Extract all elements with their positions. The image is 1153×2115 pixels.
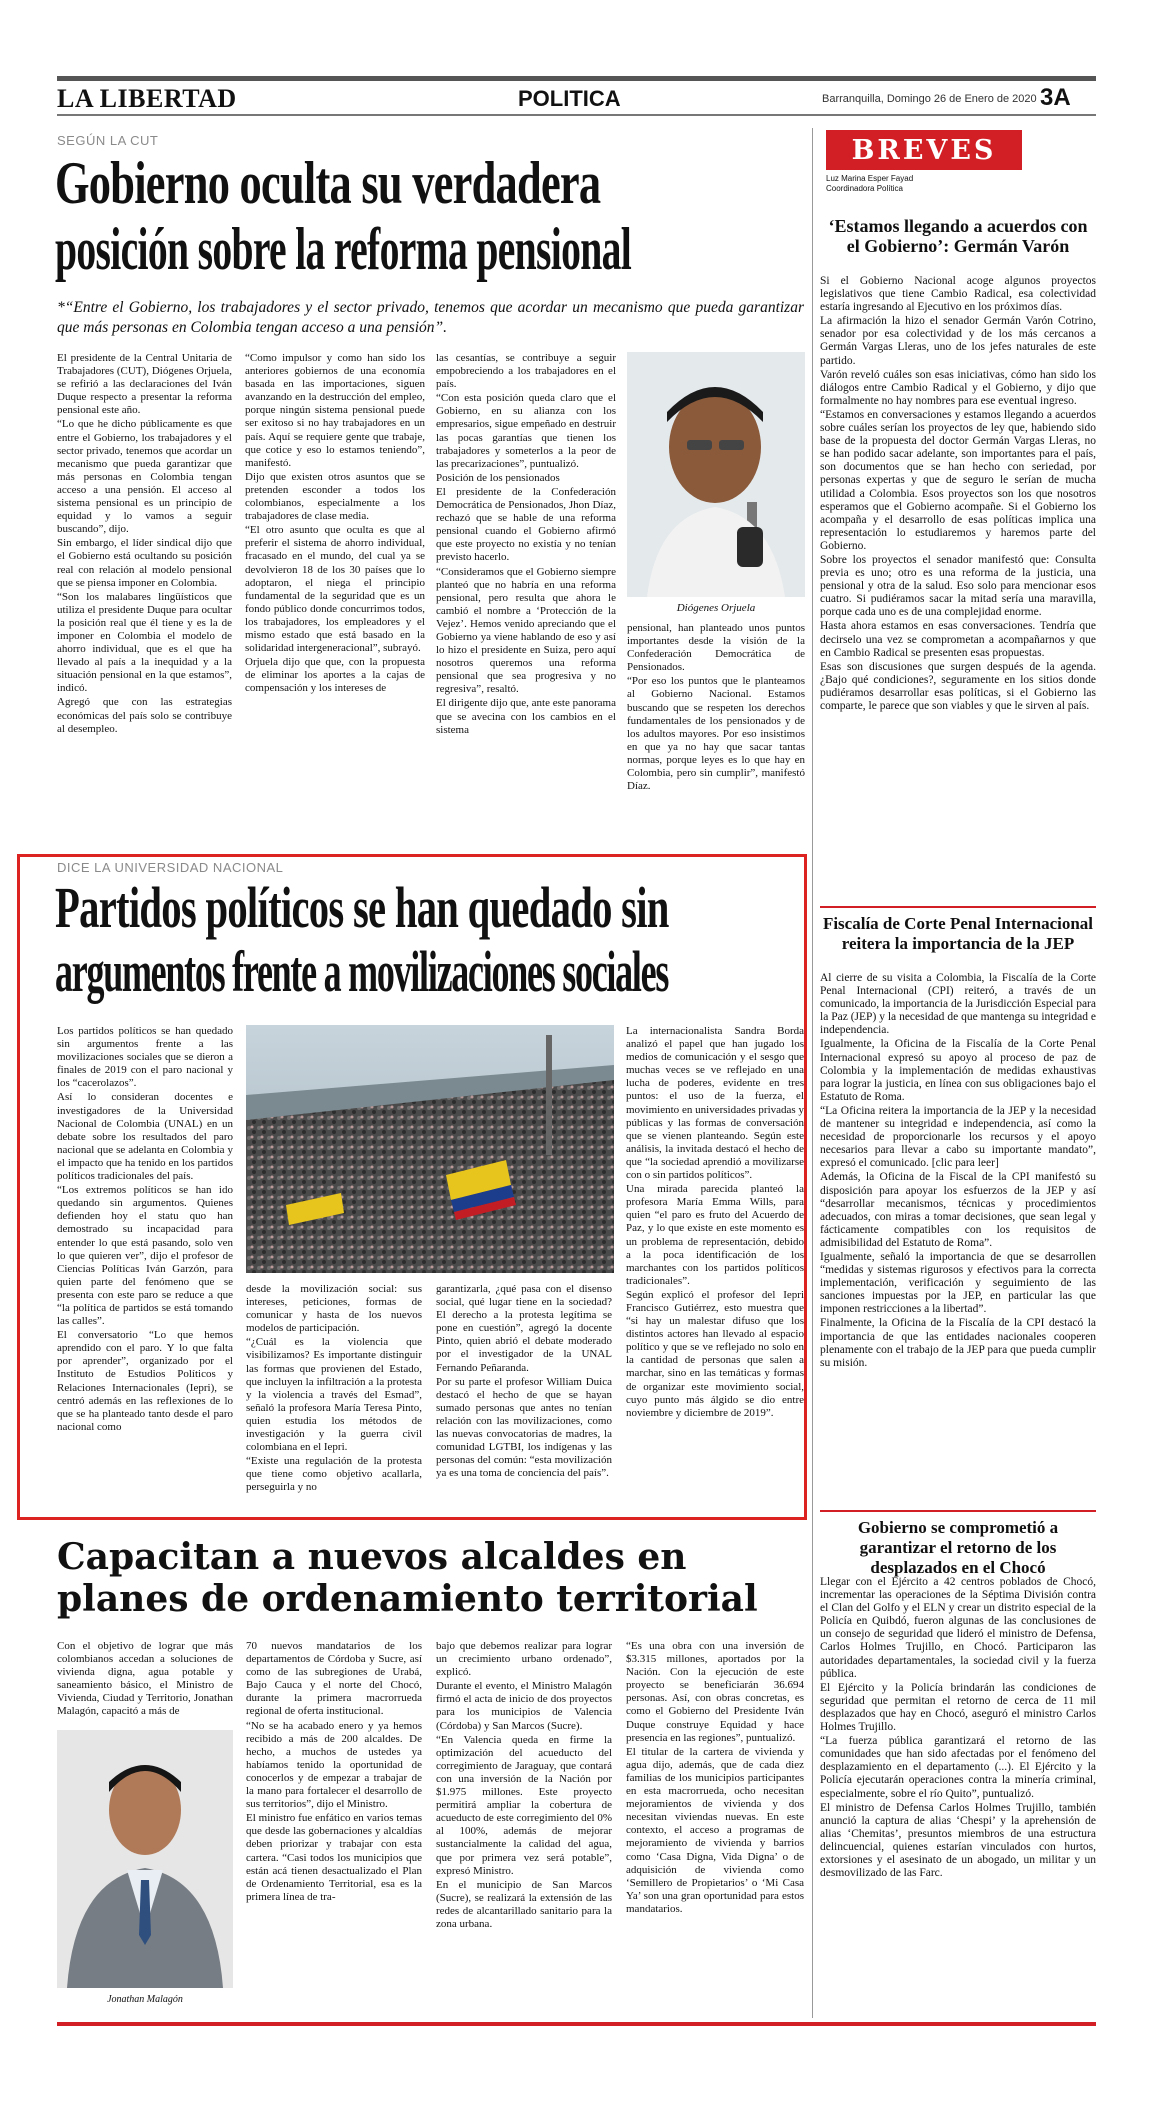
breves-author: Luz Marina Esper Fayad xyxy=(826,174,914,183)
paragraph: Al cierre de su visita a Colombia, la Fiscalía de la Corte Penal Internacional (CPI) reiteró, a través de un comunicado, la importancia de la Jurisdicción Especial para la Paz (JEP) y la necesidad de que mantenga su integridad e independencia. xyxy=(820,972,1096,1037)
article3-title-line1: Capacitan a nuevos alcaldes en xyxy=(57,1536,687,1578)
article3-col4 xyxy=(626,1640,804,2010)
paragraph: Sobre los proyectos el senador manifestó que: Consulta previa es uno; otro es una reforma de la justicia, una pensional y otra de la salud. Eso solo para mencionar esos cuatro. Si pudiéramos sacar la mitad sería una maravilla, porque cada uno es de una complejidad enorme. xyxy=(820,553,1096,619)
article3-col1 xyxy=(57,1640,233,1726)
paragraph: El presidente de la Confederación Democrática de Pensionados, Jhon Díaz, rechazó que se hable de una reforma pensional cuando el Gobierno afirmó que este proyecto no existía y no tenían previsto hacerlo. xyxy=(436,485,616,564)
article1-pullquote: *“Entre el Gobierno, los trabajadores y el sector privado, tenemos que acordar un mecanismo que pueda garantizar que más personas en Colombia tengan acceso a una pensión”. xyxy=(57,299,804,336)
header-rule xyxy=(57,114,1096,116)
brief3-body-text xyxy=(820,1576,1096,1880)
article2-photo xyxy=(246,1025,614,1273)
paragraph: “Como impulsor y como han sido los anteriores gobiernos de una economía basada en las importaciones, siguen avanzando en la destrucción del empleo, porque ningún sistema pensional puede ser exitoso si no hay trabajadores en un país. Aquí se requiere gente que trabaje, que cotice y eso lo estamos teniendo”, manifestó. xyxy=(245,352,425,469)
paragraph: “Por eso los puntos que le planteamos al Gobierno Nacional. Estamos buscando que se respeten los derechos fundamentales de los pensionados y de los adultos mayores. Por eso insistimos en que ya no hay que sacar tantas normas, porque leyes es lo que hay en Colombia, pero sin cumplir”, manifestó Díaz. xyxy=(627,675,805,793)
paragraph: La internacionalista Sandra Borda analizó el papel que han jugado los medios de comunicación y el sesgo que muchas veces se ve reflejado en una lucha de poderes, evidente en tres puntos: el uso de la fuerza, el movimiento en universidades privadas y públicas y las formas de conversación que se vienen planteando. Según este análisis, la invitada destacó el hecho de que “la sociedad aprendió a movilizarse con o sin partidos políticos”. xyxy=(626,1025,804,1182)
paragraph: Por su parte el profesor William Duica destacó el hecho de que se hayan sumado personas que antes no tenían relación con las movilizaciones, como las nuevas convocatorias de madres, la comunidad LGTBI, los indígenas y las personas del común: “esta movilización ya es una toma de conciencia del país”. xyxy=(436,1375,612,1480)
paragraph: El Ejército y la Policía brindarán las condiciones de seguridad que permitan el retorno de cerca de 11 mil desplazados que hay en Chocó, aseguró el ministro Carlos Holmes Trujillo. xyxy=(820,1681,1096,1734)
article1-col4-body xyxy=(627,622,805,793)
brief3-title: Gobierno se comprometió a garantizar el retorno de los desplazados en el Chocó xyxy=(857,1518,1059,1577)
paragraph: Con el objetivo de lograr que más colombianos accedan a soluciones de vivienda digna, agua potable y saneamiento básico, el Ministro de Vivienda, Ciudad y Territorio, Jonathan Malagón, capacitó a más de xyxy=(57,1640,233,1718)
paragraph: La afirmación la hizo el senador Germán Varón Cotrino, senador por esa colectividad y de los más cercanos a Germán Vargas Lleras, uno de los jefes naturales de este partido. xyxy=(820,315,1096,367)
brief1-body-text xyxy=(820,275,1096,713)
paragraph: las cesantías, se contribuye a seguir empobreciendo a los trabajadores en el país. xyxy=(436,352,616,391)
article3-photo xyxy=(57,1730,233,1988)
paragraph: Durante el evento, el Ministro Malagón firmó el acta de inicio de dos proyectos para los municipios de Valencia (Córdoba) y San Marcos (Sucre). xyxy=(436,1680,612,1732)
paragraph: “La fuerza pública garantizará el retorno de las comunidades que han sido afectadas por el fenómeno del desplazamiento en el departamento (...). El Ejército y la Policía ejecutarán operaciones contra la minería criminal, especialmente, sobre el río Quito”, puntualizó. xyxy=(820,1735,1096,1800)
dateline: Barranquilla, Domingo 26 de Enero de 2020 xyxy=(822,93,1037,105)
paragraph: “No se ha acabado enero y ya hemos recibido a más de 200 alcaldes. De hecho, a muchos de ustedes ya habíamos tenido la oportunidad de conocerlos y de empezar a trabajar de la mano para fortalecer el desarrollo de sus territorios”, dijo el Ministro. xyxy=(246,1719,422,1811)
article3-title-line2: planes de ordenamiento territorial xyxy=(57,1578,758,1620)
paragraph: El dirigente dijo que, ante este panorama que se avecina con los cambios en el sistema xyxy=(436,697,616,736)
paragraph: El ministro fue enfático en varios temas que desde las gobernaciones y alcaldías deben priorizar y trabajar con esta cartera. “Casi todos los municipios que están acá tienen desactualizado el Plan de Ordenamiento Territorial, esa es la primera línea de tra- xyxy=(246,1812,422,1903)
crowd-march-image xyxy=(246,1025,614,1273)
brief2-title: Fiscalía de Corte Penal Internacional reitera la importancia de la JEP xyxy=(822,914,1094,953)
article1-kicker: SEGÚN LA CUT xyxy=(57,133,159,148)
article1-col2-body xyxy=(245,352,425,695)
article1-col1 xyxy=(57,352,232,804)
paragraph: Los partidos políticos se han quedado sin argumentos frente a las movilizaciones sociales que se dieron a finales de 2019 con el paro nacional y los “cacerolazos”. xyxy=(57,1025,233,1090)
article1-photo xyxy=(627,352,805,597)
article2-col3 xyxy=(436,1283,612,1509)
brief2-body-text xyxy=(820,972,1096,1370)
article3-col2 xyxy=(246,1640,422,2010)
article1-col3-body xyxy=(436,352,616,737)
paragraph: “¿Cuál es la violencia que visibilizamos? Es importante distinguir las formas que provienen del Estado, que incluyen la infiltración a la protesta y la violencia a través del Esmad”, señaló la profesora María Teresa Pinto, quien estudia los métodos de investigación y la guerra civil colombiana en el Iepri. xyxy=(246,1336,422,1454)
paragraph: “Estamos en conversaciones y estamos llegando a acuerdos sobre cuáles serían los proyectos de ley que, habiendo sido base de la propuesta del doctor Germán Vargas Lleras, no se han podido sacar adelante, son importantes para el país, son documentos que se han hecho con seriedad, por personas expertas y que de seguro le serían de mucha utilidad a Colombia. Esos proyectos son los que nosotros esperamos que el Gobierno acompañe. Si el Gobierno los acompaña y el desarrollo de esas políticas implica una representación lo estudiaremos y haremos parte del Gobierno. xyxy=(820,408,1096,552)
paragraph: Llegar con el Ejército a 42 centros poblados de Chocó, incrementar las operaciones de la Séptima División contra el Clan del Golfo y el ELN y crear un distrito especial de la Policía en Quibdó, fueron algunas de las conclusiones de un consejo de seguridad que lideró el ministro de Defensa, Carlos Holmes Trujillo, en Chocó. Participaron las autoridades departamentales, la sociedad civil y la fuerza pública. xyxy=(820,1576,1096,1680)
bottom-rule xyxy=(57,2022,1096,2026)
paragraph: Posición de los pensionados xyxy=(436,471,560,484)
article1-title-line1: Gobierno oculta su verdadera xyxy=(55,150,601,216)
paragraph: Si el Gobierno Nacional acoge algunos proyectos legislativos que tiene Cambio Radical, esa colectividad estaría ingresando al Ejecutivo en los próximos días. xyxy=(820,275,1096,314)
article3-col3 xyxy=(436,1640,612,2010)
article1-col4 xyxy=(627,622,805,804)
article1-photo-caption: Diógenes Orjuela xyxy=(676,602,756,614)
article3-col2-body xyxy=(246,1640,422,1904)
article2-col2 xyxy=(246,1283,422,1509)
brief-divider-1 xyxy=(820,906,1096,908)
paragraph: bajo que debemos realizar para lograr un crecimiento urbano ordenado”, explicó. xyxy=(436,1640,612,1679)
article2-col4-body xyxy=(626,1025,804,1420)
paragraph: Agregó que con las estrategias económicas del país solo se contribuye al desempleo. xyxy=(57,696,232,735)
breves-left-rule xyxy=(812,128,813,2018)
paragraph: Dijo que existen otros asuntos que se pretenden esconder a todos los colombianos, especialmente a los trabajadores de clase media. xyxy=(245,470,425,523)
article2-col1 xyxy=(57,1025,233,1509)
paragraph: El conversatorio “Lo que hemos aprendido con el paro. Y lo que falta por aprender”, organizado por el Instituto de Estudios Políticos y Relaciones Internacionales (Iepri), se centró además en las reflexiones de lo que se ha planteado tanto desde el paro nacional como xyxy=(57,1329,233,1433)
page-number: 3A xyxy=(1040,84,1071,111)
article1-col1-body xyxy=(57,352,232,736)
paragraph: Así lo consideran docentes e investigadores de la Universidad Nacional de Colombia (UNAL) en un debate sobre los resultados del paro nacional que se adelanta en Colombia y el impacto que ha tenido en los partidos políticos tradicionales del país. xyxy=(57,1091,233,1183)
article1-col2 xyxy=(245,352,425,804)
portrait-man-image xyxy=(627,352,805,597)
article2-col4 xyxy=(626,1025,804,1509)
paragraph: Hasta ahora estamos en esas conversaciones. Tendría que decirselo una vez se comprometan a acompañarnos y que en Cambio Radical se presenten esas propuestas. xyxy=(820,620,1096,659)
paragraph: Orjuela dijo que que, con la propuesta de eliminar los aportes a la cajas de compensación y los intereses de xyxy=(245,656,425,695)
paragraph: “La Oficina reitera la importancia de la JEP y la necesidad de mantener su integridad e independencia, así como la necesidad de proporcionarle los recursos y el apoyo necesarios para llevar a cabo su importante mandato”, expresó el comunicado. [clic para leer] xyxy=(820,1104,1096,1170)
paragraph: desde la movilización social: sus intereses, peticiones, formas de comunicar y hasta de los nuevos modelos de participación. xyxy=(246,1283,422,1335)
paragraph: El presidente de la Central Unitaria de Trabajadores (CUT), Diógenes Orjuela, se refirió a las declaraciones del Iván Duque respecto a presentar la reforma pensional este año. xyxy=(57,352,232,417)
paragraph: “Consideramos que el Gobierno siempre planteó que no habría en una reforma pensional, pero resulta que ahora le cambió el nombre a ‘Protección de la Vejez’. Hemos venido apreciando que el Gobierno ya viene hablando de eso y así lo hizo el presidente en Suiza, pero aquí nosotros queremos una reforma pensional que sea progresiva y no regresiva”, resaltó. xyxy=(436,565,616,696)
article3-photo-caption: Jonathan Malagón xyxy=(107,1994,183,2005)
paragraph: “Con esta posición queda claro que el Gobierno, en su alianza con los empresarios, sigue empeñado en destruir las pocas garantías que tienen los trabajadores y someterlos a la peor de las precarizaciones”, puntualizó. xyxy=(436,392,616,470)
paragraph: El titular de la cartera de vivienda y agua dijo, además, que de cada diez familias de los municipios participantes en esta macrorrueda, ocho necesitan mejoramientos de vivienda y dos necesitan viviendas nuevas. En este contexto, el acceso a programas de mejoramiento de vivienda y barrios como ‘Casa Digna, Vida Digna’ o de adquisición de vivienda como ‘Semillero de Propietarios’ o ‘Mi Casa Ya’ son una gran oportunidad para estos mandatarios. xyxy=(626,1745,804,1915)
article1-col3 xyxy=(436,352,616,804)
paragraph: pensional, han planteado unos puntos importantes desde la visión de la Confederación Democrática de Pensionados. xyxy=(627,622,805,674)
paragraph: En el municipio de San Marcos (Sucre), se realizará la extensión de las redes de alcantarillado sanitario para la zona urbana. xyxy=(436,1878,612,1930)
masthead: LA LIBERTAD xyxy=(57,84,237,113)
paragraph: 70 nuevos mandatarios de los departamentos de Córdoba y Sucre, así como de las subregiones de Urabá, Bajo Cauca y el norte del Chocó, durante la primera macrorrueda regional de oferta institucional. xyxy=(246,1640,422,1718)
paragraph: Igualmente, la Oficina de la Fiscalía de la Corte Penal Internacional expresó su apoyo al proceso de paz de Colombia y la implementación de medidas exhaustivas para lograr la justicia, en línea con sus obligaciones bajo el Estatuto de Roma. xyxy=(820,1038,1096,1103)
brief2-body xyxy=(820,972,1096,1507)
paragraph: “Es una obra con una inversión de $3.315 millones, aportados por la Nación. Con la ejecución de este proyecto se beneficiarán 36.694 personas. Así, con obras concretas, es como el Gobierno del Presidente Iván Duque construye Equidad y hace presencia en las regiones”, puntualizó. xyxy=(626,1640,804,1744)
top-rule xyxy=(57,76,1096,81)
brief1-body xyxy=(820,275,1096,905)
paragraph: “El otro asunto que oculta es que al preferir el sistema de ahorro individual, fracasado en el mundo, del cual ya se devolvieron 18 de los 30 países que lo adoptaron, el niega el principio fundamental de la seguridad que es un fondo público donde concurrimos todos, los trabajadores, los empleadores y el mismo estado que está basado en la solidaridad intergeneracional”, subrayó. xyxy=(245,524,425,655)
article1-title-line2: posición sobre la reforma pensional xyxy=(55,216,632,282)
paragraph: “Los extremos políticos se han ido quedando sin argumentos. Quienes defienden hoy el statu quo han demostrado su incapacidad para entender lo que está pasando, solo ven lo que quieren ver”, dijo el profesor de Ciencias Políticas Iván Garzón, para quien parte del fenómeno que se presenta con este paro se reduce a que “la política de partidos se está tomando las calles”. xyxy=(57,1184,233,1328)
article2-col3-body xyxy=(436,1283,612,1480)
article3-col4-body xyxy=(626,1640,804,1916)
paragraph: Finalmente, la Oficina de la Fiscalía de la CPI destacó la importancia de que las entidades nacionales cooperen plenamente con el trabajo de la JEP para que pueda cumplir su misión. xyxy=(820,1317,1096,1369)
paragraph: “Son los malabares lingüísticos que utiliza el presidente Duque para ocultar la posición real que él tiene y es la de imponer en Colombia el modelo de ahorro individual, que es el que ha llevado al país a la inequidad y a la situación pensional en la que estamos”, indicó. xyxy=(57,590,232,695)
paragraph: garantizarla, ¿qué pasa con el disenso social, qué lugar tiene en la sociedad? El derecho a la protesta legítima se pone en cuestión”, agregó la docente Pinto, quien abrió el debate moderado por el investigador de la UNAL Fernando Peñaranda. xyxy=(436,1283,612,1374)
article2-title-line1: Partidos políticos se han quedado sin xyxy=(55,875,669,940)
article3-col3-body xyxy=(436,1640,612,1931)
paragraph: “En Valencia queda en firme la optimización del acueducto del corregimiento de Jaraguay, que contará con una inversión de la Nación por $1.975 millones. Este proyecto permitirá ampliar la cobertura de acueducto de este corregimiento del 0% al 100%, además de mejorar sustancialmente la calidad del agua, que por primera vez será potable”, expresó Ministro. xyxy=(436,1733,612,1877)
breves-header-label: BREVES xyxy=(851,134,997,166)
breves-header xyxy=(826,130,1022,170)
paragraph: “Lo que he dicho públicamente es que entre el Gobierno, los trabajadores y el sector privado, tenemos que acordar un mecanismo que pueda garantizar que más personas en Colombia tengan acceso a una pensión. El acceso al sistema pensional es un principio de equidad y lo vamos a seguir buscando”, dijo. xyxy=(57,418,232,536)
portrait-minister-image xyxy=(57,1730,233,1988)
article2-col1-body xyxy=(57,1025,233,1434)
paragraph: Esas son discusiones que surgen después de la agenda. ¿Bajo qué condiciones?, seguramente en los sitios donde pudiéramos desarrollar esas políticas, si el Gobierno las comparte, le parece que son viables y que le sirven al país. xyxy=(820,660,1096,712)
paragraph: Además, la Oficina de la Fiscal de la CPI manifestó su disposición para apoyar los esfuerzos de la JEP y así “desarrollar mecanismos, técnicas y procedimientos adecuados, con miras a tomar decisiones, que sean legal y fácticamente compatibles con los requisitos de admisibilidad del Estatuto de Roma”. xyxy=(820,1171,1096,1249)
article3-col1-body xyxy=(57,1640,233,1719)
article2-kicker: DICE LA UNIVERSIDAD NACIONAL xyxy=(57,860,284,875)
brief3-body xyxy=(820,1576,1096,2010)
paragraph: Una mirada parecida planteó la profesora María Emma Wills, para quien “el paro es fruto del Acuerdo de Paz, y lo que existe en este momento es un problema de representación, debido a la poca identificación de los marchantes con los partidos políticos tradicionales”. xyxy=(626,1183,804,1287)
article2-col2-body xyxy=(246,1283,422,1495)
brief1-title: ‘Estamos llegando a acuerdos con el Gobierno’: Germán Varón xyxy=(828,216,1088,256)
paragraph: El ministro de Defensa Carlos Holmes Trujillo, también anunció la captura de alias ‘Chespi’ y la aprehensión de alias ‘Chemitas’, presuntos miembros de una estructura delincuencial, quienes estarían vinculados con hurtos, extorsiones y el asesinato de un abogado, un militar y un desmovilizado de las Farc. xyxy=(820,1801,1096,1880)
paragraph: Sin embargo, el líder sindical dijo que el Gobierno está ocultando su posición real con relación al modelo pensional que se piensa imponer en Colombia. xyxy=(57,537,232,589)
breves-role: Coordinadora Política xyxy=(826,184,903,193)
paragraph: Igualmente, señaló la importancia de que se desarrollen “medidas y sistemas rigurosos y efectivos para la correcta implementación, verificación y seguimiento de las sanciones impuestas por la JEP, en particular las que imponen restricciones a la libertad”. xyxy=(820,1250,1096,1316)
paragraph: Según explicó el profesor del Iepri Francisco Gutiérrez, esto muestra que “si hay un malestar difuso que los distintos actores han llevado al espacio político y que se ve reflejado no solo en la cantidad de personas que salen a marchar, sino en las temáticas y formas de organizar este movimiento social, cuyo punto más álgido se dio entre noviembre y diciembre de 2019”. xyxy=(626,1288,804,1419)
paragraph: “Existe una regulación de la protesta que tiene como objetivo acallarla, perseguirla y no xyxy=(246,1455,422,1494)
paragraph: Varón reveló cuáles son esas iniciativas, cómo han sido los diálogos entre Cambio Radical y el Gobierno, y dijo que formalmente no hay nombres para ese eventual ingreso. xyxy=(820,368,1096,407)
brief-divider-2 xyxy=(820,1510,1096,1512)
article2-title-line2: argumentos frente a movilizaciones sociales xyxy=(55,939,669,1004)
section-name: POLITICA xyxy=(518,86,621,111)
